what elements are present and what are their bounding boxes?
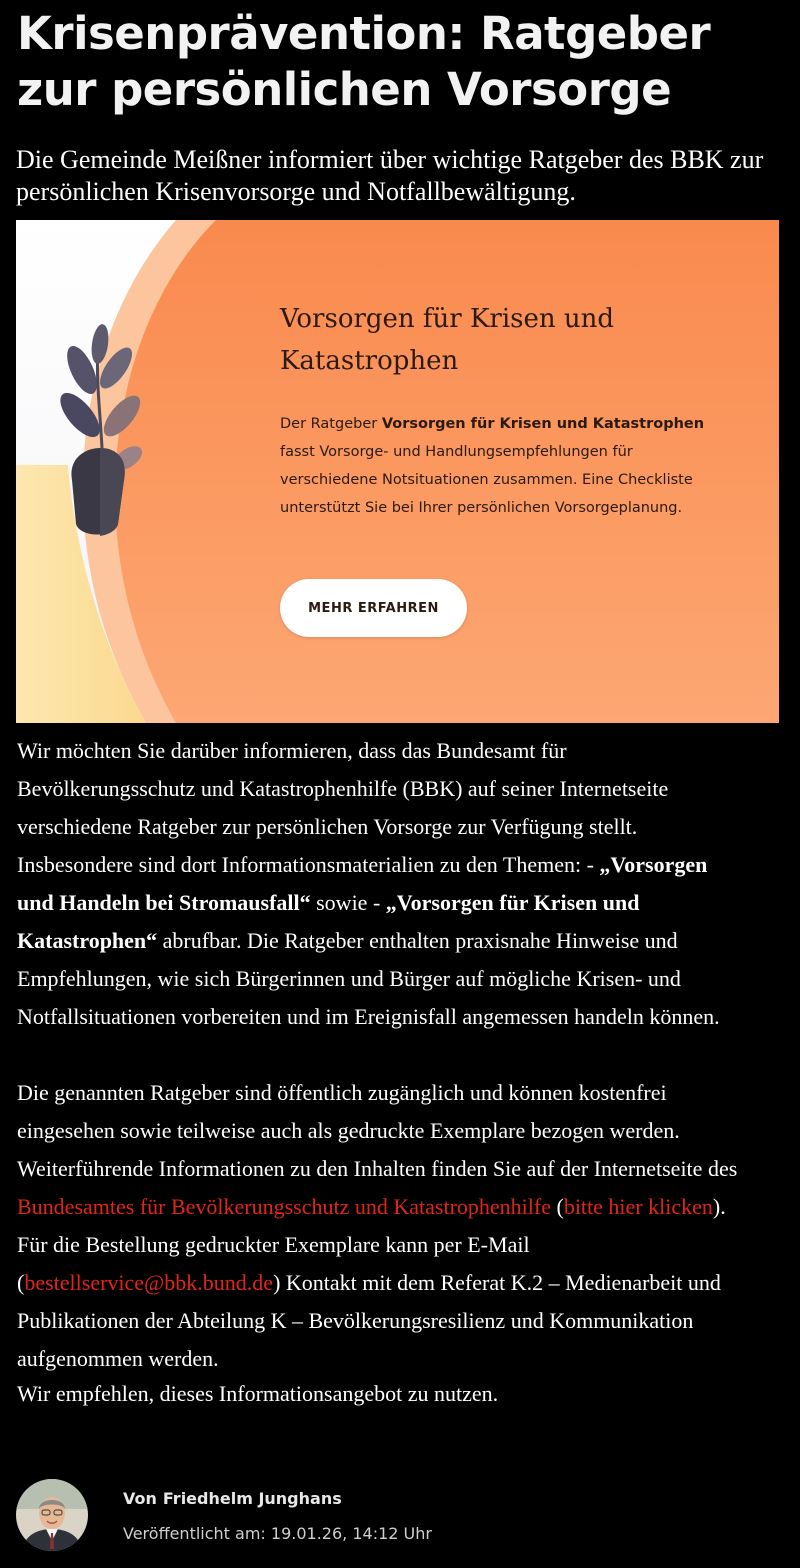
paragraph-intro: Wir möchten Sie darüber informieren, dass das Bundesamt für Bevölkerungsschutz und Katastrophenhilfe (BBK) auf seiner Internetseite verschiedene Ratgeber zur persönlichen Vorsorge zur Verfügung stellt. Insbesondere sind dort Informationsmaterialien zu den Themen: - „Vorsorgen und Handeln bei Stromausfall“ sowie - „Vorsorgen für Krisen und Katastrophen“ abrufbar. Die Ratgeber enthalten praxisnahe Hinweise und Empfehlungen, wie sich Bürgerinnen und Bürger auf mögliche Krisen- und Notfallsituationen vorbereiten und im Ereignisfall angemessen handeln können.	[17, 738, 720, 1029]
paragraph-recommendation: Wir empfehlen, dieses Informationsangebot zu nutzen.	[17, 1381, 499, 1406]
plant-illustration	[16, 220, 316, 723]
paragraph-ordering: Die genannten Ratgeber sind öffentlich zugänglich und können kostenfrei eingesehen sowie teilweise auch als gedruckte Exemplare bezogen werden. Weiterführende Informationen zu den Inhalten finden Sie auf der Internetseite des Bundesamtes für Bevölkerungsschutz und Katastrophenhilfe (bitte hier klicken). Für die Bestellung gedruckter Exemplare kann per E-Mail (bestellservice@bbk.bund.de) Kontakt mit dem Referat K.2 – Medienarbeit und Publikationen der Abteilung K – Bevölkerungsresilienz und Kommunikation aufgenommen werden.	[17, 1080, 738, 1371]
author-info	[16, 1479, 786, 1551]
teaser-description: Der Ratgeber Vorsorgen für Krisen und Katastrophen fasst Vorsorge- und Handlungsempfehlungen für verschiedene Notsituationen zusammen. Eine Checkliste unterstützt Sie bei Ihrer persönlichen Vorsorgeplanung.	[280, 416, 705, 516]
teaser-banner	[16, 220, 779, 723]
article-lead: Die Gemeinde Meißner informiert über wichtige Ratgeber des BBK zur persönlichen Krisenvorsorge und Notfallbewältigung.	[16, 145, 764, 206]
email-link[interactable]: bestellservice@bbk.bund.de	[24, 1270, 274, 1295]
author-byline	[123, 1489, 342, 1508]
page-title: Krisenprävention: Ratgeber zur persönlichen Vorsorge	[17, 7, 711, 116]
teaser-heading: Vorsorgen für Krisen und Katastrophen	[280, 304, 615, 376]
article-body	[17, 732, 747, 1410]
bbk-website-link[interactable]: Bundesamtes für Bevölkerungsschutz und Katastrophenhilfe	[17, 1194, 551, 1219]
author-name: Friedhelm Junghans	[162, 1489, 342, 1508]
mehr-erfahren-button[interactable]: MEHR ERFAHREN	[280, 579, 467, 637]
by-label: Von	[123, 1489, 157, 1508]
author-avatar	[16, 1479, 88, 1551]
published-date: Veröffentlicht am: 19.01.26, 14:12 Uhr	[123, 1524, 432, 1543]
click-here-link[interactable]: bitte hier klicken	[563, 1194, 713, 1219]
